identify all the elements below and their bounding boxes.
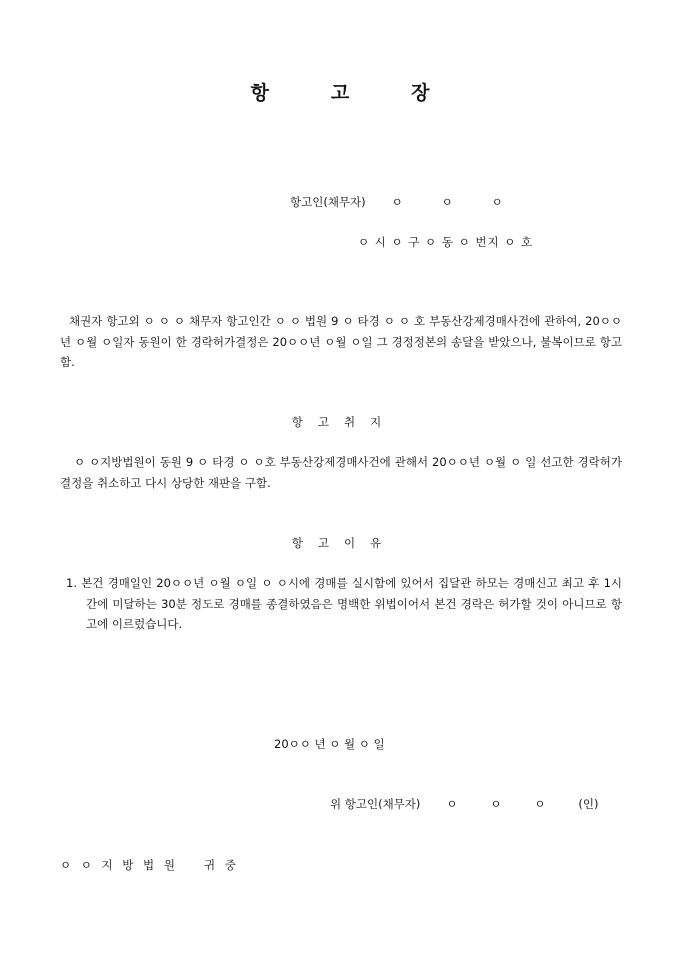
reason-heading: 항고이유 xyxy=(291,536,397,550)
reason-item: 1. 본건 경매일인 20ㅇㅇ년 ㅇ월 ㅇ일 ㅇ ㅇ시에 경매를 실시함에 있어서 집달관 하모는 경매신고 최고 후 1시간에 미달하는 30분 정도로 경매를 종결하였음은 명백한 위법이어서 본건 경락은 허가할 것이 아니므로 항고에 이르렀습니다. xyxy=(66,576,622,631)
title-char-1: 항 xyxy=(250,82,269,104)
appellant-mark-1: ㅇ xyxy=(391,195,403,209)
signature-prefix: 위 항고인(채무자) xyxy=(330,797,421,811)
addressee-line xyxy=(60,857,239,873)
appellant-line xyxy=(290,194,542,210)
seal-mark: (인) xyxy=(578,797,599,811)
signature-mark-2: ㅇ xyxy=(490,797,502,811)
purpose-heading: 항고취지 xyxy=(291,415,397,429)
document-title xyxy=(0,78,680,105)
appellant-address: ㅇ 시 ㅇ 구 ㅇ 동 ㅇ 번지 ㅇ 호 xyxy=(358,235,534,249)
signature-line xyxy=(330,796,599,812)
addressee-honorific: 귀 중 xyxy=(203,858,239,872)
appellant-mark-2: ㅇ xyxy=(441,195,453,209)
signature-mark-1: ㅇ xyxy=(446,797,458,811)
addressee-court: ㅇ ㅇ 지 방 법 원 xyxy=(60,858,178,872)
title-char-2: 고 xyxy=(330,82,350,104)
purpose-text: ㅇ ㅇ지방법원이 동원 9 ㅇ 타경 ㅇ ㅇ호 부동산강제경매사건에 관해서 20ㅇㅇ년 ㅇ월 ㅇ 일 선고한 경락허가결정을 취소하고 다시 상당한 재판을 구함. xyxy=(60,455,622,490)
intro-paragraph: 채권자 항고외 ㅇ ㅇ ㅇ 채무자 항고인간 ㅇ ㅇ 법원 9 ㅇ 타경 ㅇ ㅇ 호 부동산강제경매사건에 관하여, 20ㅇㅇ년 ㅇ월 ㅇ일자 동원이 한 경락허가결정은 20ㅇㅇ년 ㅇ월 ㅇ일 그 경정정본의 송달을 받았으나, 불복이므로 항고함. xyxy=(60,314,622,369)
appellant-mark-3: ㅇ xyxy=(491,195,503,209)
signature-mark-3: ㅇ xyxy=(534,797,546,811)
title-char-3: 장 xyxy=(411,82,430,104)
filing-date: 20ㅇㅇ 년 ㅇ 월 ㅇ 일 xyxy=(274,737,385,751)
appellant-label: 항고인(채무자) xyxy=(290,195,366,209)
